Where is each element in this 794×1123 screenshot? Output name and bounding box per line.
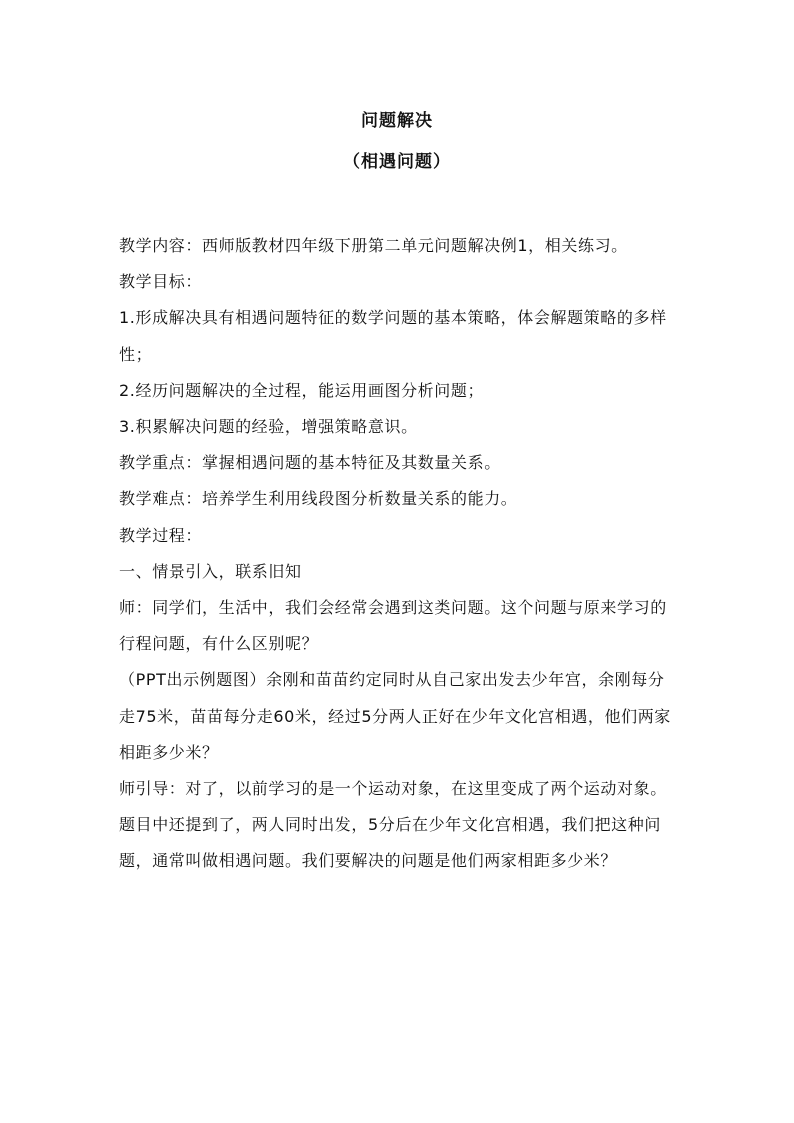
document-title: 问题解决 [361, 111, 433, 131]
paragraph-goal-2: 2.经历问题解决的全过程，能运用画图分析问题； [119, 380, 485, 400]
paragraph-difficulty: 教学难点：培养学生利用线段图分析数量关系的能力。 [119, 489, 518, 509]
paragraph-section-1-heading: 一、情景引入，联系旧知 [119, 561, 302, 581]
paragraph-teacher-question: 师：同学们，生活中，我们会经常会遇到这类问题。这个问题与原来学习的行程问题，有什么区别呢？ [119, 598, 667, 654]
paragraph-teaching-goals-heading: 教学目标： [119, 272, 203, 292]
document-body [119, 228, 679, 880]
paragraph-teaching-content: 教学内容：西师版教材四年级下册第二单元问题解决例1，相关练习。 [119, 236, 628, 255]
paragraph-key-point: 教学重点：掌握相遇问题的基本特征及其数量关系。 [119, 453, 501, 473]
paragraph-process-heading: 教学过程： [119, 525, 203, 545]
paragraph-teacher-guidance: 师引导：对了，以前学习的是一个运动对象，在这里变成了两个运动对象。题目中还提到了，两人同时出发，5分后在少年文化宫相遇，我们把这种问题，通常叫做相遇问题。我们要解决的问题是他们两家相距多少米？ [119, 779, 667, 871]
paragraph-goal-1: 1.形成解决具有相遇问题特征的数学问题的基本策略，体会解题策略的多样性； [119, 308, 667, 364]
document-subtitle: （相遇问题） [343, 152, 451, 172]
paragraph-example-problem: （PPT出示例题图）余刚和苗苗约定同时从自己家出发去少年宫，余刚每分走75米，苗苗每分走60米，经过5分两人正好在少年文化宫相遇，他们两家相距多少米？ [119, 670, 671, 762]
paragraph-goal-3: 3.积累解决问题的经验，增强策略意识。 [119, 417, 418, 437]
